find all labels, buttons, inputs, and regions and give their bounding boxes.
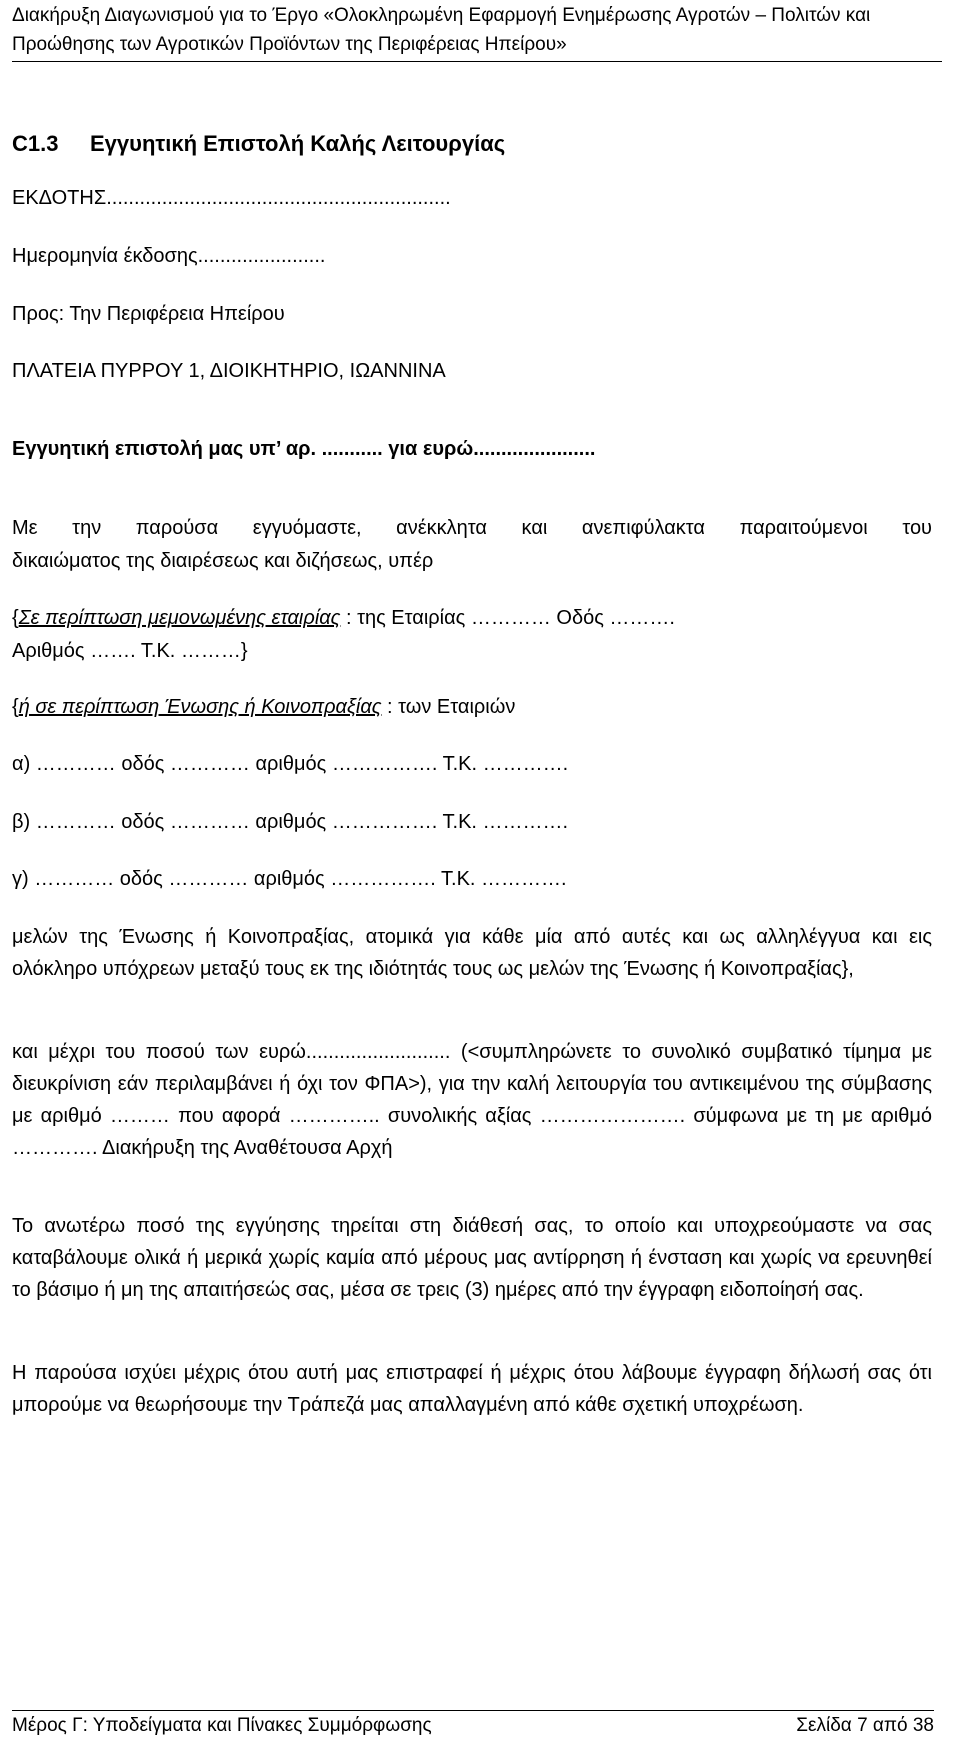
footer-part-label: Μέρος Γ: Υποδείγματα και Πίνακες Συμμόρφωσης bbox=[12, 1715, 432, 1736]
single-company-line-1 bbox=[12, 602, 932, 634]
footer-page-number: Σελίδα 7 από 38 bbox=[796, 1715, 934, 1736]
section-number: C1.3 bbox=[12, 131, 59, 156]
guarantee-reference: Εγγυητική επιστολή μας υπ’ αρ. ........... για ευρώ...................... bbox=[12, 438, 596, 460]
single-company-brace: { bbox=[12, 607, 19, 629]
member-b: β) ………… οδός ………… αριθμός ……………. Τ.Κ. …………. bbox=[12, 811, 569, 833]
document-header bbox=[12, 0, 942, 62]
intro-line-2: δικαιώματος της διαιρέσεως και διζήσεως, υπέρ bbox=[12, 550, 434, 572]
section-heading bbox=[12, 128, 932, 160]
header-line-1: Διακήρυξη Διαγωνισμού για το Έργο «Ολοκληρωμένη Εφαρμογή Ενημέρωσης Αγροτών – Πολιτών και bbox=[12, 5, 871, 26]
header-line-2: Προώθησης των Αγροτικών Προϊόντων της Περιφέρειας Ηπείρου» bbox=[12, 34, 567, 55]
single-company-details: : της Εταιρίας ………… Οδός ………. bbox=[345, 607, 675, 629]
members-paragraph: μελών της Ένωσης ή Κοινοπραξίας, ατομικά για κάθε μία από αυτές και ως αλληλέγγυα και εις ολόκληρο υπόχρεων μεταξύ τους εκ της ιδιότητάς τους ως μελών της Ένωσης ή Κοινοπραξίας}, bbox=[12, 926, 932, 980]
intro-line-1: Με την παρούσα εγγυόμαστε, ανέκκλητα και ανεπιφύλακτα παραιτούμενοι του bbox=[12, 517, 932, 539]
section-title: Εγγυητική Επιστολή Καλής Λειτουργίας bbox=[90, 131, 506, 156]
union-brace: { bbox=[12, 696, 19, 718]
recipient-line: Προς: Την Περιφέρεια Ηπείρου bbox=[12, 303, 285, 325]
single-company-label: Σε περίπτωση μεμονωμένης εταιρίας bbox=[18, 607, 341, 629]
document-footer bbox=[12, 1710, 934, 1739]
union-label: ή σε περίπτωση Ένωσης ή Κοινοπραξίας bbox=[18, 696, 382, 718]
address-line: ΠΛΑΤΕΙΑ ΠΥΡΡΟΥ 1, ΔΙΟΙΚΗΤΗΡΙΟ, ΙΩΑΝΝΙΝΑ bbox=[12, 360, 446, 382]
obligation-paragraph: Το ανωτέρω ποσό της εγγύησης τηρείται στη διάθεσή σας, το οποίο και υποχρεούμαστε να σας καταβάλουμε ολικά ή μερικά χωρίς καμία από μέρους μας αντίρρηση ή ένσταση και χωρίς να ερευνηθεί το βάσιμο ή μη της απαιτήσεώς σας, μέσα σε τρεις (3) ημέρες από την έγγραφη ειδοποίησή σας. bbox=[12, 1215, 932, 1301]
issue-date-field: Ημερομηνία έκδοσης....................... bbox=[12, 245, 326, 267]
issuer-field: ΕΚΔΟΤΗΣ.............................................................. bbox=[12, 187, 451, 209]
validity-paragraph: Η παρούσα ισχύει μέχρις ότου αυτή μας επιστραφεί ή μέχρις ότου λάβουμε έγγραφη δήλωσή σας ότι μπορούμε να θεωρήσουμε την Τράπεζά μας απαλλαγμένη από κάθε σχετική υποχρέωση. bbox=[12, 1362, 932, 1416]
member-c: γ) ………… οδός ………… αριθμός ……………. Τ.Κ. …………. bbox=[12, 868, 567, 890]
union-line bbox=[12, 691, 932, 723]
amount-paragraph: και μέχρι του ποσού των ευρώ.......................... (<συμπληρώνετε το συνολικό συμβατικό τίμημα με διευκρίνιση εάν περιλαμβάνει ή όχι τον ΦΠΑ>), για την καλή λειτουργία του αντικειμένου της σύμβασης με αριθμό ……… που αφορά ………….. συνολικής αξίας …………………. σύμφωνα με τη με αριθμό …………. Διακήρυξη της Αναθέτουσα Αρχή bbox=[12, 1041, 932, 1159]
single-company-line-2: Αριθμός ……. Τ.Κ. ………} bbox=[12, 640, 248, 662]
member-a: α) ………… οδός ………… αριθμός ……………. Τ.Κ. …………. bbox=[12, 753, 569, 775]
union-rest: : των Εταιριών bbox=[387, 696, 516, 718]
